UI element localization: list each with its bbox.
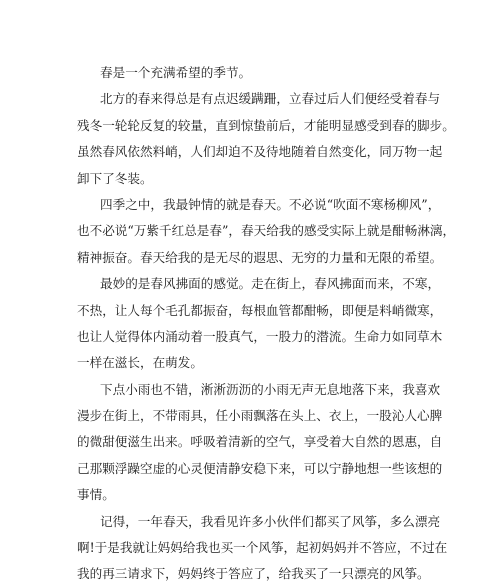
text-line: 不热，让人每个毛孔都振奋，每根血管都酣畅，即便是料峭微寒， [77,302,443,318]
text-line: 的微甜便滋生出来。呼吸着清新的空气，享受着大自然的恩惠，自 [77,434,443,450]
text-line: 虽然春风依然料峭，人们却迫不及待地随着自然变化，同万物一起 [77,144,443,160]
text-line: 我的再三请求下，妈妈终于答应了，给我买了一只漂亮的风筝。 [77,566,430,582]
article-body [77,60,456,588]
text-line: 事情。 [77,487,115,503]
text-line: 卸下了冬装。 [77,170,153,186]
text-line: 一样在滋长，在萌发。 [77,355,203,371]
text-line: 北方的春来得总是有点迟缓蹒跚，立春过后人们便经受着春与 [100,91,441,107]
text-line: 四季之中，我最钟情的就是春天。不必说“吹面不寒杨柳风”， [100,196,441,212]
text-line: 己那颗浮躁空虚的心灵便清静安稳下来，可以宁静地想一些该想的 [77,460,443,476]
text-line: 也不必说“万紫千红总是春”，春天给我的感受实际上就是酣畅淋漓， [77,223,456,239]
text-line: 最妙的是春风拂面的感觉。走在街上，春风拂面而来，不寒， [100,276,441,292]
text-line: 漫步在街上，不带雨具，任小雨飘落在头上、衣上，一股沁人心脾 [77,408,443,424]
text-line: 春是一个充满希望的季节。 [100,65,252,80]
text-line: 残冬一轮轮反复的较量，直到惊蛰前后，才能明显感受到春的脚步。 [77,117,455,133]
text-line: 精神振奋。春天给我的是无尽的遐思、无穷的力量和无限的希望。 [77,249,443,265]
text-line: 记得，一年春天，我看见许多小伙伴们都买了风筝，多么漂亮 [100,513,441,529]
text-line: 也让人觉得体内涌动着一股真气，一股力的潜流。生命力如同草木 [77,328,443,344]
text-line: 下点小雨也不错，淅淅沥沥的小雨无声无息地落下来，我喜欢 [100,381,441,397]
text-line: 啊!于是我就让妈妈给我也买一个风筝，起初妈妈并不答应，不过在 [77,540,448,556]
